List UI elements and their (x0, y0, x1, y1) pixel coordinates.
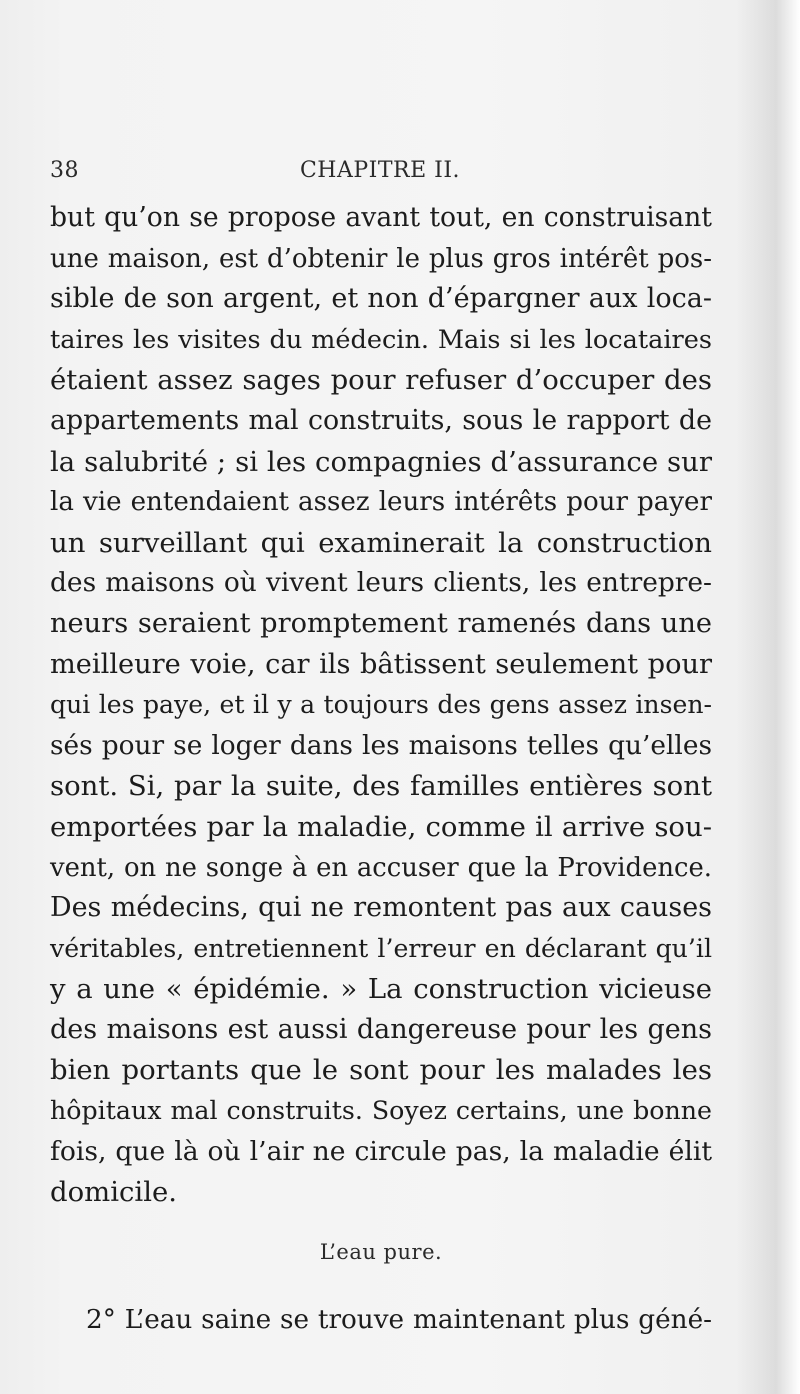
text-line: un surveillant qui examinerait la construction (50, 526, 712, 559)
text-line: emportées par la maladie, comme il arrive sou- (50, 810, 712, 843)
section-first-line: 2° L’eau saine se trouve maintenant plus géné- (86, 1305, 712, 1335)
text-line: des maisons est aussi dangereuse pour les gens (50, 1013, 712, 1045)
page-number: 38 (50, 158, 79, 183)
text-line: qui les paye, et il y a toujours des gens assez insen- (50, 690, 712, 720)
section-heading: L’eau pure. (319, 1240, 443, 1264)
text-line: appartements mal construits, sous le rapport de (50, 404, 712, 436)
text-line: sés pour se loger dans les maisons telles qu’elles (50, 730, 712, 761)
text-line: meilleure voie, car ils bâtissent seulement pour (50, 648, 712, 680)
text-line: taires les visites du médecin. Mais si les locataires (50, 324, 712, 355)
text-line: neurs seraient promptement ramenés dans une (50, 607, 712, 639)
text-line: but qu’on se propose avant tout, en construisant (50, 202, 712, 233)
text-line: des maisons où vivent leurs clients, les entrepre- (50, 567, 712, 599)
text-line: bien portants que le sont pour les malades les (50, 1054, 712, 1087)
text-line: hôpitaux mal construits. Soyez certains, une bonne (50, 1096, 712, 1126)
text-line: sont. Si, par la suite, des familles entières sont (50, 770, 712, 803)
text-line: la salubrité ; si les compagnies d’assurance sur (50, 445, 712, 478)
text-line: fois, que là où l’air ne circule pas, la maladie élit (50, 1135, 712, 1167)
text-line: Des médecins, qui ne remontent pas aux causes (50, 892, 712, 924)
text-line: y a une « épidémie. » La construction vicieuse (50, 973, 712, 1006)
text-line: véritables, entretiennent l’erreur en déclarant qu’il (50, 933, 712, 963)
text-line: une maison, est d’obtenir le plus gros intérêt pos- (50, 243, 712, 274)
page-header (50, 154, 710, 188)
text-line: domicile. (50, 1176, 178, 1209)
running-title: CHAPITRE II. (299, 158, 461, 183)
text-line: la vie entendaient assez leurs intérêts pour payer (50, 487, 712, 518)
body-paragraph (50, 198, 712, 1213)
text-line: vent, on ne songe à en accuser que la Providence. (50, 852, 712, 883)
text-line: étaient assez sages pour refuser d’occuper des (50, 364, 712, 397)
text-line: sible de son argent, et non d’épargner aux loca- (50, 283, 712, 315)
